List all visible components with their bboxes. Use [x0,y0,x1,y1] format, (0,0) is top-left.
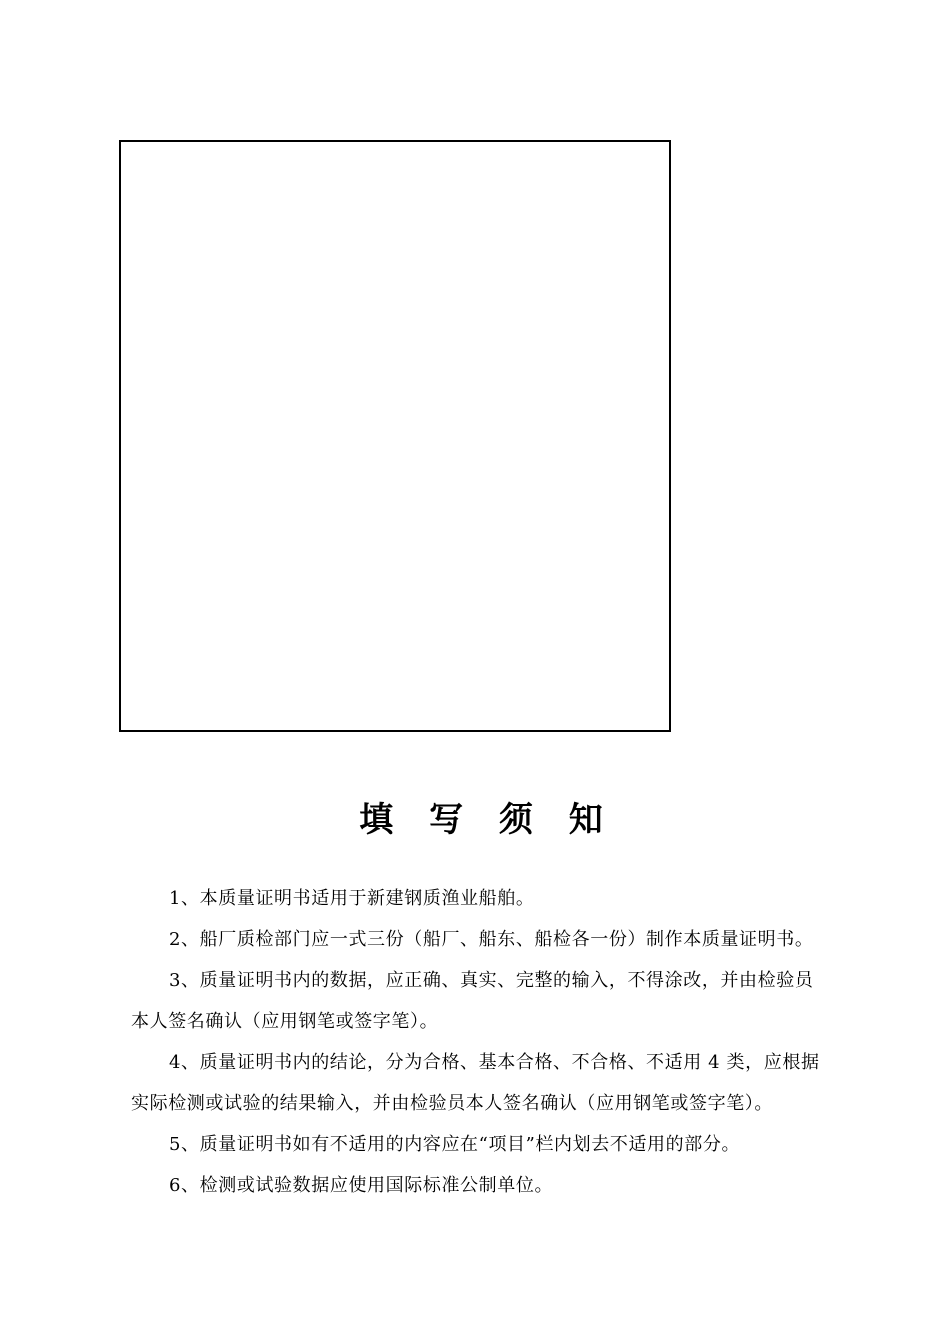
notice-item: 2、船厂质检部门应一式三份（船厂、船东、船检各一份）制作本质量证明书。 [169,929,814,950]
notice-item: 5、质量证明书如有不适用的内容应在“项目”栏内划去不适用的部分。 [169,1134,741,1155]
notice-item: 6、检测或试验数据应使用国际标准公制单位。 [169,1175,554,1196]
notice-item: 1、本质量证明书适用于新建钢质渔业船舶。 [169,888,535,909]
notice-item: 3、质量证明书内的数据，应正确、真实、完整的输入，不得涂改，并由检验员本人签名确认（应用钢笔或签字笔）。 [131,970,814,1032]
notice-item: 4、质量证明书内的结论，分为合格、基本合格、不合格、不适用 4 类，应根据实际检测或试验的结果输入，并由检验员本人签名确认（应用钢笔或签字笔）。 [131,1052,820,1114]
notice-list [131,878,831,1206]
photo-frame [119,140,671,732]
notice-title: 填 写 须 知 [359,800,615,840]
